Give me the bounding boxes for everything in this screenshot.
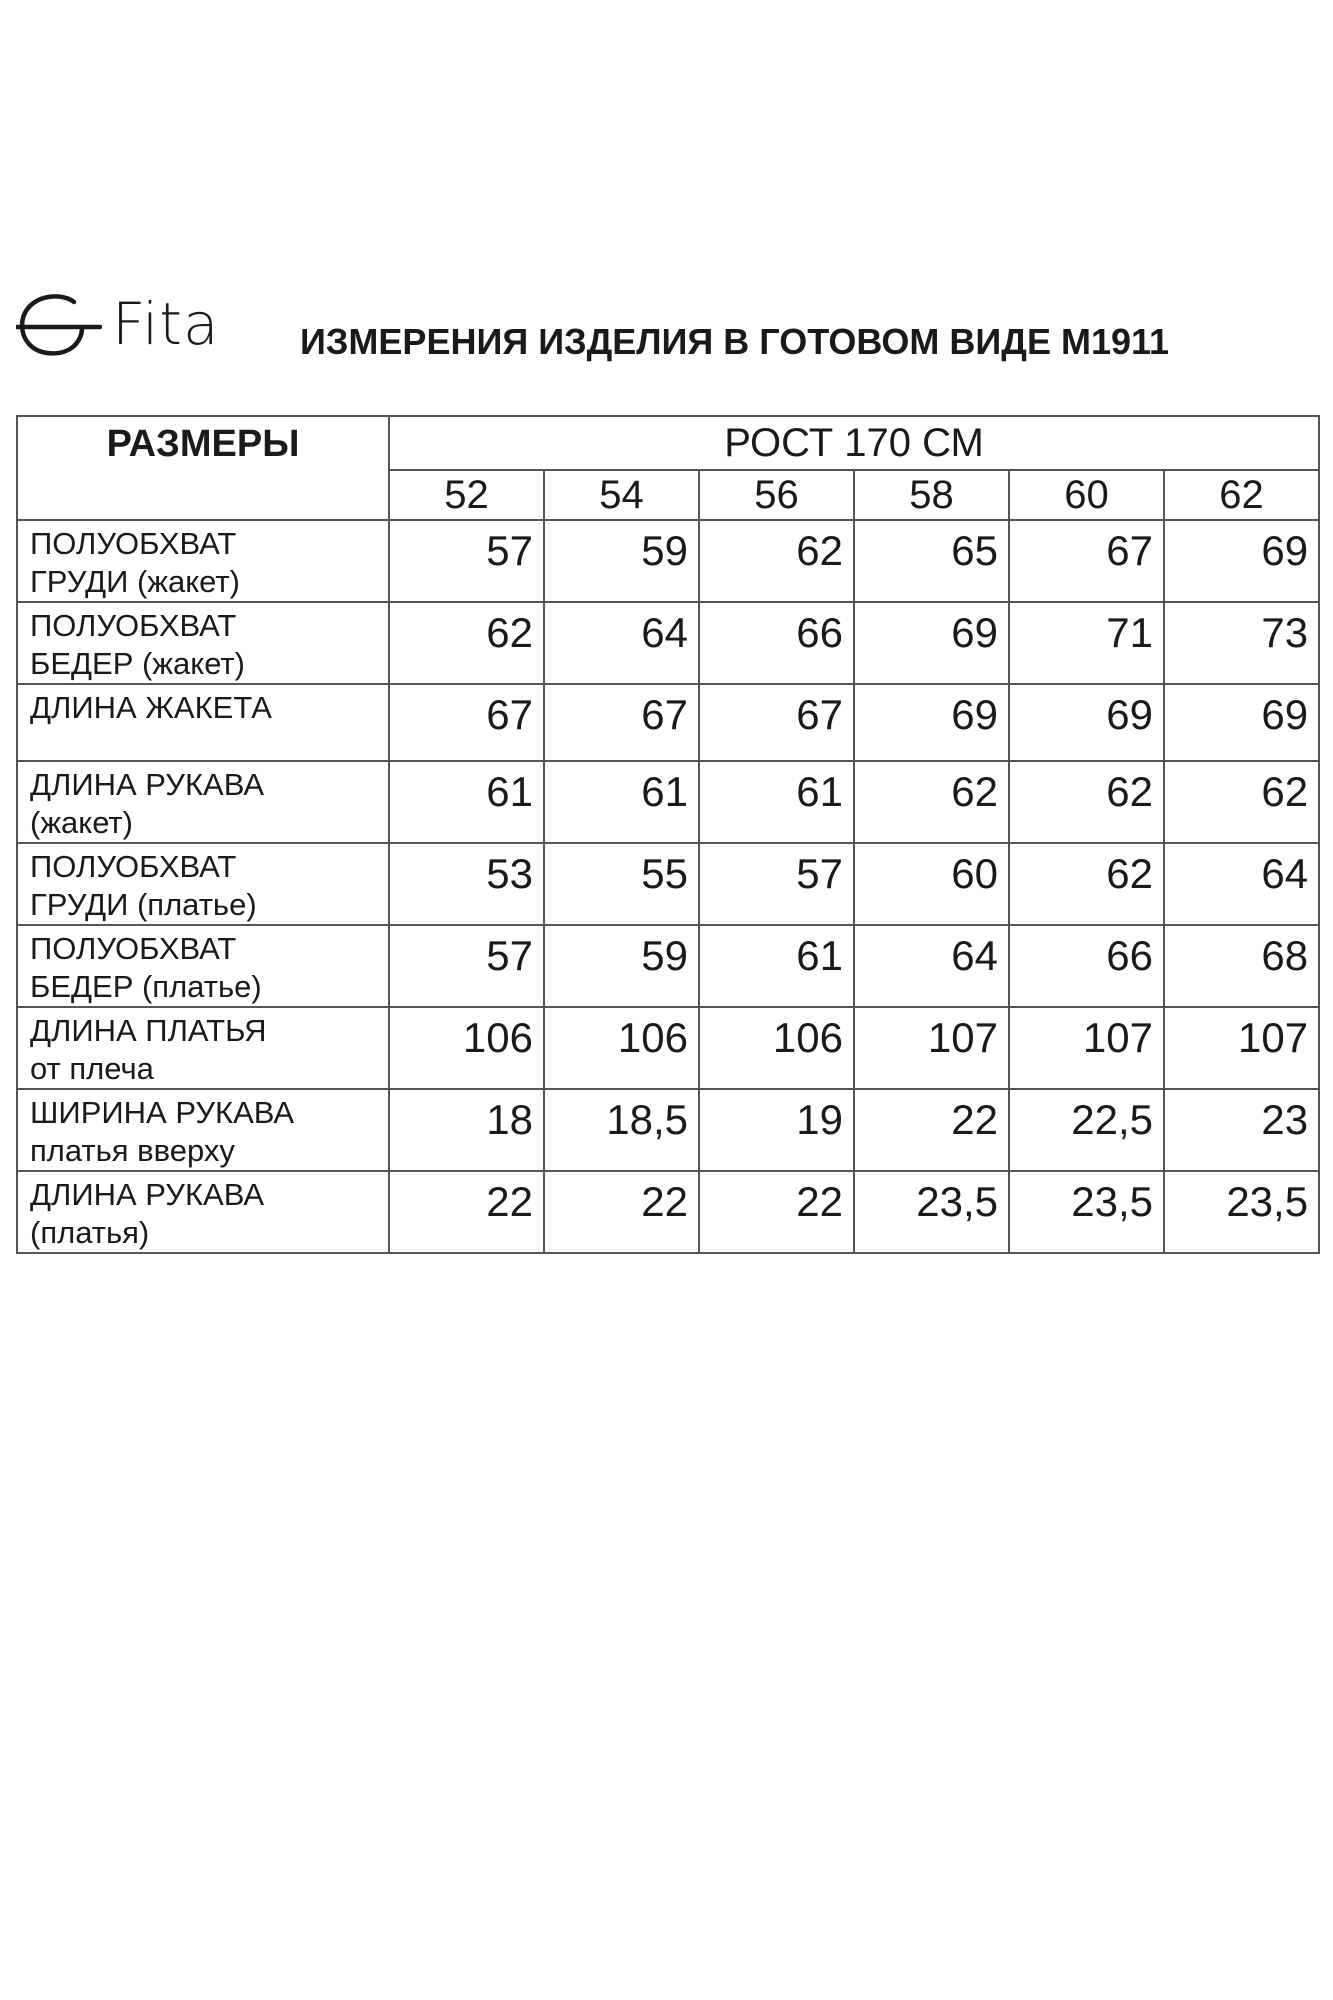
measurement-label-line: ДЛИНА РУКАВА xyxy=(30,767,265,802)
measurement-value: 64 xyxy=(544,602,699,684)
measurement-value: 64 xyxy=(1164,843,1319,925)
measurement-value: 57 xyxy=(699,843,854,925)
measurement-label xyxy=(17,843,389,925)
measurement-value: 67 xyxy=(389,684,544,761)
measurement-value: 62 xyxy=(1009,843,1164,925)
measurement-value: 61 xyxy=(544,761,699,843)
measurement-label-line: ДЛИНА ЖАКЕТА xyxy=(30,690,272,725)
measurement-label-line: (жакет) xyxy=(30,805,133,840)
measurement-value: 65 xyxy=(854,520,1009,602)
measurement-label xyxy=(17,1171,389,1253)
measurement-value: 106 xyxy=(699,1007,854,1089)
measurement-value: 67 xyxy=(544,684,699,761)
measurement-value: 19 xyxy=(699,1089,854,1171)
measurement-label-line: ГРУДИ (платье) xyxy=(30,887,257,922)
measurement-value: 22,5 xyxy=(1009,1089,1164,1171)
measurement-label xyxy=(17,1007,389,1089)
table-row xyxy=(17,1171,1319,1253)
measurement-value: 62 xyxy=(699,520,854,602)
measurement-value: 18 xyxy=(389,1089,544,1171)
measurement-value: 66 xyxy=(699,602,854,684)
measurement-value: 61 xyxy=(699,761,854,843)
measurement-value: 61 xyxy=(389,761,544,843)
measurement-label-line: (платья) xyxy=(30,1215,150,1250)
measurements-body xyxy=(17,520,1319,1253)
measurement-value: 66 xyxy=(1009,925,1164,1007)
measurement-label-line: ШИРИНА РУКАВА xyxy=(30,1095,295,1130)
measurement-value: 62 xyxy=(1164,761,1319,843)
size-header-cell: 58 xyxy=(854,470,1009,520)
size-header-cell: 62 xyxy=(1164,470,1319,520)
measurement-value: 61 xyxy=(699,925,854,1007)
table-row xyxy=(17,602,1319,684)
measurement-value: 23,5 xyxy=(1009,1171,1164,1253)
measurement-value: 22 xyxy=(699,1171,854,1253)
measurement-value: 71 xyxy=(1009,602,1164,684)
page-title: ИЗМЕРЕНИЯ ИЗДЕЛИЯ В ГОТОВОМ ВИДЕ М1911 xyxy=(300,321,1170,362)
measurement-value: 55 xyxy=(544,843,699,925)
measurement-value: 107 xyxy=(1164,1007,1319,1089)
size-header-cell: 52 xyxy=(389,470,544,520)
table-row xyxy=(17,684,1319,761)
measurement-label-line: ДЛИНА РУКАВА xyxy=(30,1177,265,1212)
measurement-value: 22 xyxy=(854,1089,1009,1171)
measurement-value: 60 xyxy=(854,843,1009,925)
measurement-label-line: от плеча xyxy=(30,1051,154,1086)
measurement-value: 67 xyxy=(699,684,854,761)
measurement-label-line: БЕДЕР (жакет) xyxy=(30,646,245,681)
measurement-value: 57 xyxy=(389,925,544,1007)
measurement-value: 53 xyxy=(389,843,544,925)
measurement-value: 23,5 xyxy=(854,1171,1009,1253)
size-header-cell: 56 xyxy=(699,470,854,520)
height-header: РОСТ 170 СМ xyxy=(389,416,1319,470)
measurement-value: 67 xyxy=(1009,520,1164,602)
size-header-cell: 60 xyxy=(1009,470,1164,520)
measurement-value: 73 xyxy=(1164,602,1319,684)
measurement-label-line: ДЛИНА ПЛАТЬЯ xyxy=(30,1013,267,1048)
size-chart xyxy=(16,415,1320,1254)
measurement-value: 106 xyxy=(544,1007,699,1089)
brand-name: Fita xyxy=(112,290,220,358)
measurement-value: 62 xyxy=(854,761,1009,843)
measurement-label-line: ГРУДИ (жакет) xyxy=(30,564,240,599)
measurement-label-line: БЕДЕР (платье) xyxy=(30,969,262,1004)
measurement-label-line: платья вверху xyxy=(30,1133,235,1168)
table-row xyxy=(17,1007,1319,1089)
size-header-cell: 54 xyxy=(544,470,699,520)
table-row xyxy=(17,1089,1319,1171)
measurement-value: 106 xyxy=(389,1007,544,1089)
measurement-label xyxy=(17,520,389,602)
measurement-value: 107 xyxy=(1009,1007,1164,1089)
measurement-label xyxy=(17,602,389,684)
sizes-header: РАЗМЕРЫ xyxy=(17,416,389,520)
measurement-value: 23 xyxy=(1164,1089,1319,1171)
measurement-value: 59 xyxy=(544,520,699,602)
measurements-table xyxy=(16,415,1320,1254)
table-row xyxy=(17,761,1319,843)
measurement-value: 107 xyxy=(854,1007,1009,1089)
measurement-value: 68 xyxy=(1164,925,1319,1007)
table-row xyxy=(17,520,1319,602)
measurement-label-line: ПОЛУОБХВАТ xyxy=(30,931,237,966)
measurement-value: 69 xyxy=(1164,684,1319,761)
table-row xyxy=(17,925,1319,1007)
measurement-value: 64 xyxy=(854,925,1009,1007)
measurement-label xyxy=(17,684,389,761)
measurement-label-line: ПОЛУОБХВАТ xyxy=(30,526,237,561)
measurement-value: 59 xyxy=(544,925,699,1007)
measurement-label-line: ПОЛУОБХВАТ xyxy=(30,849,237,884)
measurement-value: 22 xyxy=(389,1171,544,1253)
measurement-value: 57 xyxy=(389,520,544,602)
measurement-value: 62 xyxy=(389,602,544,684)
measurement-value: 22 xyxy=(544,1171,699,1253)
measurement-label xyxy=(17,761,389,843)
measurement-value: 69 xyxy=(854,602,1009,684)
measurement-value: 69 xyxy=(854,684,1009,761)
measurement-label xyxy=(17,1089,389,1171)
table-row xyxy=(17,843,1319,925)
measurement-label-line: ПОЛУОБХВАТ xyxy=(30,608,237,643)
document-header xyxy=(0,270,1333,380)
measurement-value: 23,5 xyxy=(1164,1171,1319,1253)
measurement-label xyxy=(17,925,389,1007)
measurement-value: 69 xyxy=(1164,520,1319,602)
measurement-value: 69 xyxy=(1009,684,1164,761)
measurement-value: 62 xyxy=(1009,761,1164,843)
theta-logo-icon xyxy=(16,290,102,360)
brand-logo xyxy=(16,290,246,360)
measurement-value: 18,5 xyxy=(544,1089,699,1171)
